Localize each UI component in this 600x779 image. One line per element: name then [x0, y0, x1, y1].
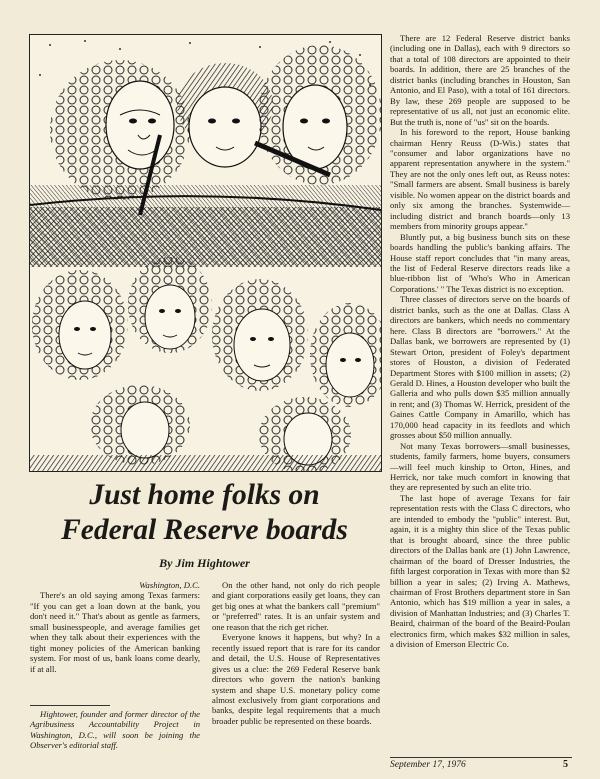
paragraph: Three classes of directors serve on the boards of district banks, such as the one at Dallas. Class A directors are bankers, which needs no commentary here. Class B directors are "borrowers." At the Dallas bank, we borrowers are represented by (1) Stewart Orton, president of Foley's department stores of Houston, a division of Federated Department Stores with $100 million in assets; (2) Gerald D. Hines, a Houston developer who built the Galleria and who pulls down $35 million annually in rent; and (3) Thomas W. Herrick, president of the Gaines Cattle Company in Amarillo, which has 170,000 head capacity in its feedlots and which grosses about $50 million annually. — [390, 294, 570, 441]
paragraph: In his foreword to the report, House banking chairman Henry Reuss (D-Wis.) states that "consumer and labor organizations have no apparent representation anywhere in the system." They are not the only ones left out, as Reuss notes: "Small farmers are absent. Small business is barely visible. No women appear on the district boards and only six among the branches. Systemwide—including district and branch boards—only 13 members from minority groups appear." — [390, 127, 570, 232]
dateline: Washington, D.C. — [139, 580, 200, 590]
paragraph: There are 12 Federal Reserve district banks (including one in Dallas), each with 9 directors so that a total of 108 directors are appointed to their boards. In addition, there are 25 branches of the district banks (including branches in Houston, San Antonio, and El Paso), with a total of 161 directors. By law, these 269 people are supposed to be representative of us all, not just an economic elite. But the truth is, none of "us" sit on the boards. — [390, 33, 570, 127]
bio-divider — [30, 705, 110, 706]
article-column-3 — [390, 33, 570, 650]
issue-date: September 17, 1976 — [390, 760, 466, 770]
byline: By Jim Hightower — [159, 556, 250, 570]
headline-line-1: Just home folks on — [89, 479, 320, 511]
engraving-illustration — [29, 34, 382, 472]
headline-line-2: Federal Reserve boards — [61, 514, 348, 546]
paragraph: On the other hand, not only do rich people and giant corporations easily get loans, they can get big ones at what the bankers call "premium" or "preferred" rates. It is an unfair system and one reason that the rich get richer. — [212, 580, 380, 632]
article-column-2 — [212, 580, 380, 726]
paragraph: Bluntly put, a big business bunch sits on these boards handling the public's banking affairs. The House staff report concludes that "in many areas, the list of Federal Reserve directors reads like a blue-ribbon list of 'Who's Who in American Corporations.' " The Texas district is no exception. — [390, 231, 570, 294]
article-column-1 — [30, 580, 200, 674]
paragraph: The last hope of average Texans for fair representation rests with the Class C directors, who are intended to embody the "public" interest. But, again, it is a mighty thin slice of the Texas public that is brought aboard, since the three public directors of the Dallas bank are (1) John Lawrence, chairman of the board of Dresser Industries, the fifth largest corporation in Texas with more than $2 billion a year in sales; (2) Irving A. Mathews, chairman of Frost Brothers department store in San Antonio, which has $19 million a year in sales, a division of Manhattan Industries; and (3) Charles T. Beaird, chairman of the board of the Beaird-Poulan electronics firm, which makes $32 million in sales, a division of Emerson Electric Co. — [390, 492, 570, 650]
headline — [29, 478, 380, 548]
paragraph: Everyone knows it happens, but why? In a recently issued report that is rare for its candor and detail, the U.S. House of Representatives gives us a clue: the 269 Federal Reserve bank directors who govern the nation's banking system and shape U.S. monetary policy come almost exclusively from giant corporations and banks, despite legal requirements that a much broader public be represented on these boards. — [212, 632, 380, 726]
paragraph: Not many Texas borrowers—small businesses, students, family farmers, home buyers, consumers—will feel much kinship to Orton, Hines, and Herrick, nor take much comfort in knowing that they are represented by such an elite trio. — [390, 440, 570, 493]
footer-divider — [390, 757, 572, 758]
author-bio-text: Hightower, founder and former director of the Agribusiness Accountability Project in Washington, D.C., will soon be joining the Observer's editorial staff. — [30, 709, 200, 751]
page-number: 5 — [563, 759, 568, 770]
paragraph: There's an old saying among Texas farmers: "If you can get a loan down at the bank, you don't need it." That's about as gentle as farmers, small businesspeople, and average families get when they talk about their experiences with the tight money policies of the American banking system. For most of us, bank loans come dearly, if at all. — [30, 590, 200, 674]
author-bio — [30, 709, 200, 751]
